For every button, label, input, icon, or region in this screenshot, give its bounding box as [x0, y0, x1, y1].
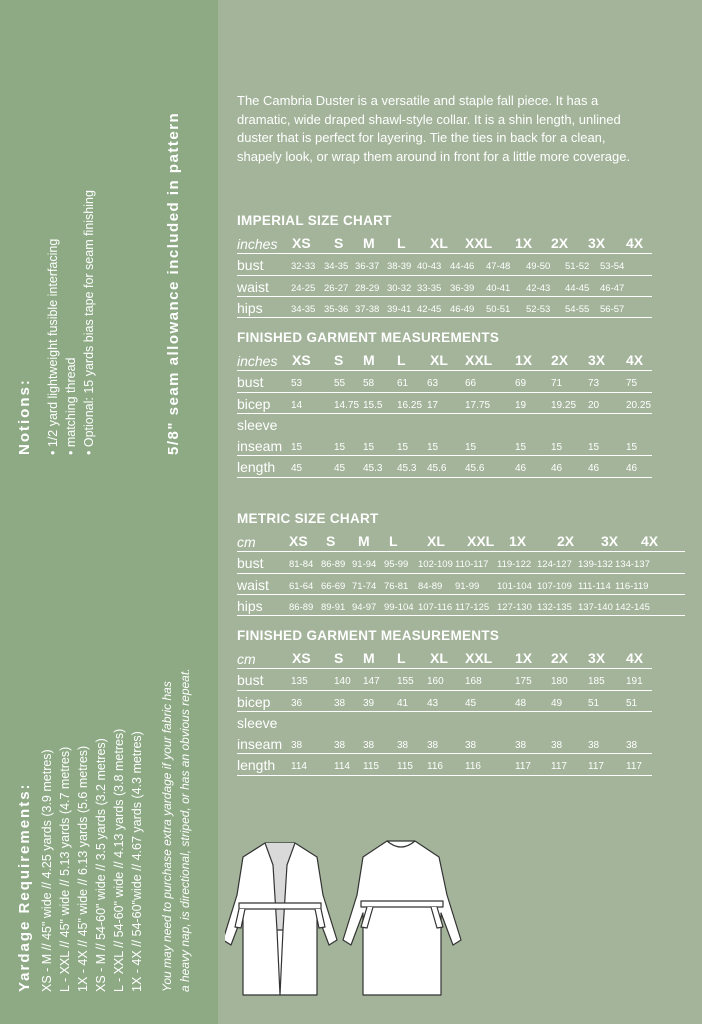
imperial-finished-cell: 73 [588, 378, 600, 390]
metric-size-row-label: waist [237, 576, 269, 593]
imperial-finished-size-header: XL [430, 352, 448, 368]
imperial-finished-cell: 45 [291, 463, 303, 475]
metric-size-cell: 61-64 [289, 580, 314, 592]
row-rule [237, 413, 652, 414]
sidebar-panel [0, 0, 218, 1024]
metric-finished-size-header: 3X [588, 650, 606, 666]
row-rule [237, 296, 652, 297]
imperial-size-cell: 42-43 [526, 282, 551, 294]
metric-finished-size-header: 4X [626, 650, 644, 666]
imperial-finished-cell: 45.3 [363, 463, 383, 475]
imperial-size-cell: 54-55 [565, 303, 590, 315]
metric-size-chart-table [237, 532, 659, 617]
row-rule [237, 477, 652, 478]
imperial-size-cell: 24-25 [291, 282, 316, 294]
metric-size-cell: 137-140 [578, 601, 613, 613]
imperial-finished-size-header: XXL [465, 352, 493, 368]
imperial-size-cell: 34-35 [324, 261, 349, 273]
metric-finished-size-header: M [363, 650, 375, 666]
imperial-finished-size-header: XS [292, 352, 311, 368]
yardage-line-6: 1X - 4X // 54-60"wide // 4.67 yards (4.3 metres) [130, 731, 144, 992]
metric-finished-cell: 168 [465, 676, 482, 688]
imperial-finished-cell: 61 [397, 378, 409, 390]
imperial-finished-row-label: length [237, 459, 276, 476]
metric-finished-cell: 38 [291, 740, 303, 752]
imperial-size-size-header: 3X [588, 235, 606, 251]
metric-finished-cell: 117 [626, 761, 642, 773]
metric-size-cell: 99-104 [384, 601, 414, 613]
metric-finished-size-header: S [334, 650, 344, 666]
metric-finished-cell: 117 [551, 761, 567, 773]
imperial-finished-cell: 19 [515, 399, 527, 411]
imperial-finished-cell: 14.75 [334, 399, 360, 411]
metric-size-cell: 107-116 [418, 601, 453, 613]
row-rule [237, 753, 652, 754]
metric-finished-cell: 147 [363, 676, 380, 688]
metric-finished-size-header: XXL [465, 650, 493, 666]
metric-finished-cell: 191 [626, 676, 643, 688]
imperial-finished-cell: 63 [427, 378, 439, 390]
metric-size-cell: 71-74 [352, 580, 377, 592]
imperial-finished-cell: 53 [291, 378, 303, 390]
metric-size-row-waist [237, 575, 652, 596]
metric-size-cell: 142-145 [615, 601, 650, 613]
imperial-size-cell: 26-27 [324, 282, 349, 294]
metric-finished-row-label: bust [237, 672, 264, 689]
notion-item-2: • matching thread [64, 357, 78, 455]
metric-finished-cell: 115 [363, 761, 379, 773]
imperial-finished-cell: 17 [427, 399, 439, 411]
metric-finished-cell: 38 [626, 740, 638, 752]
metric-finished-cell: 140 [334, 676, 351, 688]
metric-size-cell: 119-122 [497, 559, 532, 571]
metric-size-row-bust [237, 553, 652, 574]
metric-size-size-header: XXL [467, 533, 495, 549]
metric-finished-cell: 117 [588, 761, 604, 773]
imperial-finished-cell: 46 [588, 463, 600, 475]
imperial-size-size-header: S [334, 235, 344, 251]
imperial-size-cell: 37-38 [355, 303, 380, 315]
imperial-finished-cell: 20.25 [626, 399, 652, 411]
imperial-size-cell: 53-54 [600, 261, 625, 273]
metric-size-cell: 91-94 [352, 559, 377, 571]
imperial-finished-cell: 15 [551, 442, 563, 454]
imperial-finished-cell: 19.25 [551, 399, 577, 411]
metric-finished-cell: 114 [334, 761, 350, 773]
metric-finished-table [237, 649, 652, 777]
imperial-size-size-header: 2X [551, 235, 569, 251]
imperial-finished-cell: 15 [334, 442, 346, 454]
imperial-finished-cell: 75 [626, 378, 638, 390]
metric-finished-cell: 38 [397, 740, 409, 752]
metric-finished-row-label: sleeve [237, 714, 278, 731]
yardage-line-3: 1X - 4X // 45" wide // 6.13 yards (5.6 metres) [76, 745, 90, 992]
imperial-finished-cell: 15 [397, 442, 409, 454]
imperial-finished-cell: 69 [515, 378, 527, 390]
metric-finished-cell: 135 [291, 676, 308, 688]
imperial-finished-cell: 45.6 [427, 463, 447, 475]
imperial-size-size-header: XL [430, 235, 448, 251]
metric-size-chart-title: METRIC SIZE CHART [237, 511, 379, 526]
row-rule [237, 615, 685, 616]
metric-size-row-label: hips [237, 597, 263, 614]
imperial-finished-table [237, 351, 652, 479]
metric-size-cell: 101-104 [497, 580, 532, 592]
metric-finished-cell: 39 [363, 697, 375, 709]
imperial-size-cell: 30-32 [387, 282, 412, 294]
row-rule [237, 775, 652, 776]
metric-finished-row-bust [237, 670, 652, 691]
metric-finished-row-label: length [237, 757, 276, 774]
metric-finished-cell: 38 [334, 740, 346, 752]
metric-finished-cell: 51 [626, 697, 638, 709]
imperial-finished-cell: 15 [588, 442, 600, 454]
notions-title: Notions: [16, 378, 33, 455]
metric-finished-row-label: inseam [237, 736, 283, 753]
imperial-finished-cell: 15 [515, 442, 527, 454]
imperial-size-cell: 40-43 [417, 261, 442, 273]
metric-size-unit-label: cm [237, 534, 256, 550]
imperial-size-row-waist [237, 277, 652, 298]
imperial-size-cell: 36-39 [450, 282, 475, 294]
metric-finished-title: FINISHED GARMENT MEASUREMENTS [237, 628, 500, 643]
metric-size-cell: 95-99 [384, 559, 409, 571]
row-rule [237, 690, 652, 691]
imperial-finished-size-header: 3X [588, 352, 606, 368]
metric-size-cell: 127-130 [497, 601, 532, 613]
metric-size-row-hips [237, 596, 652, 617]
row-rule [237, 594, 685, 595]
metric-size-header-row [237, 532, 659, 553]
metric-size-cell: 110-117 [455, 559, 489, 571]
metric-finished-size-header: XS [292, 650, 311, 666]
imperial-size-size-header: 1X [515, 235, 533, 251]
imperial-finished-size-header: S [334, 352, 344, 368]
imperial-size-row-label: waist [237, 278, 269, 295]
imperial-size-cell: 36-37 [355, 261, 380, 273]
imperial-finished-title: FINISHED GARMENT MEASUREMENTS [237, 330, 500, 345]
yardage-title: Yardage Requirements: [16, 782, 33, 992]
imperial-finished-cell: 58 [363, 378, 375, 390]
row-rule [237, 573, 685, 574]
metric-finished-row-label: bicep [237, 693, 271, 710]
imperial-size-cell: 34-35 [291, 303, 316, 315]
imperial-finished-header-row [237, 351, 652, 372]
yardage-line-1: XS - M // 45" wide // 4.25 yards (3.9 metres) [40, 749, 54, 992]
imperial-finished-cell: 17.75 [465, 399, 491, 411]
imperial-size-header-row [237, 234, 652, 255]
yardage-line-5: L - XXL // 54-60" wide // 4.13 yards (3.8 metres) [112, 728, 126, 992]
imperial-size-row-hips [237, 298, 652, 319]
imperial-finished-cell: 46 [515, 463, 527, 475]
row-rule [237, 668, 652, 669]
imperial-size-cell: 35-36 [324, 303, 349, 315]
imperial-finished-row-label: inseam [237, 438, 283, 455]
metric-finished-cell: 116 [427, 761, 443, 773]
metric-finished-size-header: 1X [515, 650, 533, 666]
metric-finished-cell: 41 [397, 697, 409, 709]
metric-size-cell: 86-89 [289, 601, 314, 613]
metric-finished-size-header: 2X [551, 650, 569, 666]
imperial-size-size-header: XS [292, 235, 311, 251]
imperial-finished-size-header: 4X [626, 352, 644, 368]
imperial-size-cell: 47-48 [486, 261, 511, 273]
row-rule [237, 551, 685, 552]
metric-size-cell: 84-89 [418, 580, 443, 592]
metric-size-row-label: bust [237, 555, 264, 572]
imperial-finished-cell: 45 [334, 463, 346, 475]
imperial-finished-unit-label: inches [237, 353, 278, 369]
imperial-finished-cell: 15 [363, 442, 375, 454]
yardage-line-2: L - XXL // 45" wide // 5.13 yards (4.7 metres) [58, 746, 72, 992]
metric-finished-cell: 114 [291, 761, 307, 773]
imperial-finished-cell: 71 [551, 378, 563, 390]
metric-finished-row-length [237, 755, 652, 776]
metric-size-cell: 81-84 [289, 559, 314, 571]
metric-finished-row-bicep [237, 692, 652, 713]
duster-illustration [225, 835, 475, 1005]
imperial-size-row-label: hips [237, 299, 263, 316]
row-rule [237, 317, 652, 318]
imperial-size-cell: 33-35 [417, 282, 442, 294]
metric-size-size-header: XS [289, 533, 308, 549]
imperial-finished-row-label: bust [237, 374, 264, 391]
imperial-size-size-header: L [397, 235, 406, 251]
metric-finished-cell: 38 [551, 740, 563, 752]
imperial-size-cell: 28-29 [355, 282, 380, 294]
metric-finished-cell: 38 [465, 740, 477, 752]
imperial-finished-row-bust [237, 372, 652, 393]
metric-size-cell: 124-127 [537, 559, 572, 571]
metric-finished-row-inseam [237, 734, 652, 755]
metric-finished-cell: 36 [291, 697, 303, 709]
imperial-finished-row-label: bicep [237, 395, 271, 412]
imperial-size-cell: 39-41 [387, 303, 412, 315]
imperial-finished-row-sleeve [237, 415, 652, 436]
metric-finished-cell: 155 [397, 676, 414, 688]
imperial-finished-cell: 15.5 [363, 399, 383, 411]
metric-finished-cell: 115 [397, 761, 413, 773]
metric-finished-cell: 160 [427, 676, 444, 688]
metric-finished-cell: 43 [427, 697, 439, 709]
imperial-finished-cell: 15 [427, 442, 439, 454]
metric-finished-cell: 38 [427, 740, 439, 752]
imperial-finished-cell: 16.25 [397, 399, 423, 411]
duster-back-view [343, 841, 461, 995]
imperial-finished-row-bicep [237, 394, 652, 415]
imperial-size-cell: 40-41 [486, 282, 511, 294]
metric-size-size-header: 1X [509, 533, 527, 549]
imperial-size-cell: 32-33 [291, 261, 316, 273]
imperial-size-cell: 46-49 [450, 303, 475, 315]
metric-size-cell: 116-119 [615, 580, 649, 592]
imperial-finished-size-header: M [363, 352, 375, 368]
imperial-size-size-header: 4X [626, 235, 644, 251]
metric-finished-cell: 38 [515, 740, 527, 752]
metric-size-cell: 76-81 [384, 580, 409, 592]
notion-item-1: • 1/2 yard lightweight fusible interfacing [46, 238, 60, 455]
metric-size-size-header: 2X [557, 533, 575, 549]
yardage-note-line-1: You may need to purchase extra yardage if your fabric has [160, 681, 174, 992]
imperial-size-cell: 49-50 [526, 261, 551, 273]
imperial-size-cell: 50-51 [486, 303, 511, 315]
metric-finished-unit-label: cm [237, 651, 256, 667]
imperial-finished-cell: 15 [626, 442, 638, 454]
imperial-size-row-label: bust [237, 257, 264, 274]
imperial-size-chart-table [237, 234, 652, 319]
imperial-size-size-header: XXL [465, 235, 493, 251]
metric-finished-cell: 48 [515, 697, 527, 709]
metric-size-cell: 132-135 [537, 601, 572, 613]
metric-size-cell: 139-132 [578, 559, 613, 571]
imperial-size-cell: 46-47 [600, 282, 625, 294]
row-rule [237, 455, 652, 456]
metric-size-cell: 86-89 [321, 559, 346, 571]
yardage-note-line-2: a heavy nap, is directional, striped, or has an obvious repeat. [178, 668, 192, 992]
imperial-finished-cell: 45.6 [465, 463, 485, 475]
metric-finished-cell: 180 [551, 676, 568, 688]
imperial-finished-cell: 14 [291, 399, 303, 411]
metric-size-cell: 102-109 [418, 559, 453, 571]
imperial-finished-row-label: sleeve [237, 416, 278, 433]
metric-size-cell: 117-125 [455, 601, 490, 613]
imperial-finished-size-header: 2X [551, 352, 569, 368]
imperial-finished-size-header: L [397, 352, 406, 368]
metric-finished-cell: 175 [515, 676, 532, 688]
metric-size-size-header: XL [427, 533, 445, 549]
metric-finished-size-header: L [397, 650, 406, 666]
seam-allowance-note: 5/8" seam allowance included in pattern [165, 111, 182, 455]
yardage-line-4: XS - M // 54-60" wide // 3.5 yards (3.2 metres) [94, 738, 108, 992]
imperial-size-chart-title: IMPERIAL SIZE CHART [237, 213, 392, 228]
metric-size-size-header: 4X [641, 533, 659, 549]
metric-finished-cell: 38 [334, 697, 346, 709]
metric-size-cell: 89-91 [321, 601, 346, 613]
metric-finished-cell: 117 [515, 761, 531, 773]
row-rule [237, 370, 652, 371]
imperial-finished-size-header: 1X [515, 352, 533, 368]
metric-size-cell: 66-69 [321, 580, 346, 592]
metric-finished-cell: 51 [588, 697, 600, 709]
imperial-size-cell: 38-39 [387, 261, 412, 273]
imperial-size-cell: 51-52 [565, 261, 590, 273]
metric-finished-cell: 185 [588, 676, 605, 688]
imperial-finished-row-inseam [237, 436, 652, 457]
metric-size-cell: 107-109 [537, 580, 572, 592]
row-rule [237, 275, 652, 276]
metric-size-cell: 111-114 [578, 580, 611, 592]
intro-paragraph: The Cambria Duster is a versatile and staple fall piece. It has a dramatic, wide draped shawl-style collar. It is a shin length, unlined duster that is perfect for layering. Tie the ties in back for a clean, shapely look, or wrap them around in front for a little more coverage. [237, 93, 631, 164]
metric-size-size-header: M [358, 533, 370, 549]
metric-finished-cell: 38 [363, 740, 375, 752]
metric-finished-row-sleeve [237, 713, 652, 734]
metric-finished-cell: 45 [465, 697, 477, 709]
duster-front-view [225, 843, 337, 995]
metric-finished-cell: 49 [551, 697, 563, 709]
imperial-size-cell: 44-45 [565, 282, 590, 294]
imperial-finished-cell: 55 [334, 378, 346, 390]
imperial-size-row-bust [237, 255, 652, 276]
imperial-finished-cell: 15 [465, 442, 477, 454]
metric-size-cell: 91-99 [455, 580, 480, 592]
imperial-size-cell: 52-53 [526, 303, 551, 315]
metric-finished-cell: 38 [588, 740, 600, 752]
metric-size-cell: 94-97 [352, 601, 377, 613]
metric-size-cell: 134-137 [615, 559, 650, 571]
metric-size-size-header: S [326, 533, 336, 549]
imperial-size-size-header: M [363, 235, 375, 251]
imperial-finished-cell: 46 [626, 463, 638, 475]
imperial-finished-cell: 66 [465, 378, 477, 390]
notion-item-3: • Optional: 15 yards bias tape for seam finishing [82, 190, 96, 455]
imperial-size-cell: 56-57 [600, 303, 625, 315]
imperial-finished-cell: 20 [588, 399, 600, 411]
imperial-finished-cell: 45.3 [397, 463, 417, 475]
metric-finished-size-header: XL [430, 650, 448, 666]
imperial-size-cell: 44-46 [450, 261, 475, 273]
metric-size-size-header: 3X [601, 533, 619, 549]
imperial-finished-cell: 15 [291, 442, 303, 454]
row-rule [237, 392, 652, 393]
row-rule [237, 711, 652, 712]
imperial-size-cell: 42-45 [417, 303, 442, 315]
metric-size-size-header: L [389, 533, 398, 549]
imperial-finished-row-length [237, 457, 652, 478]
metric-finished-header-row [237, 649, 652, 670]
imperial-finished-cell: 46 [551, 463, 563, 475]
metric-finished-cell: 116 [465, 761, 481, 773]
imperial-size-unit-label: inches [237, 236, 278, 252]
row-rule [237, 253, 652, 254]
